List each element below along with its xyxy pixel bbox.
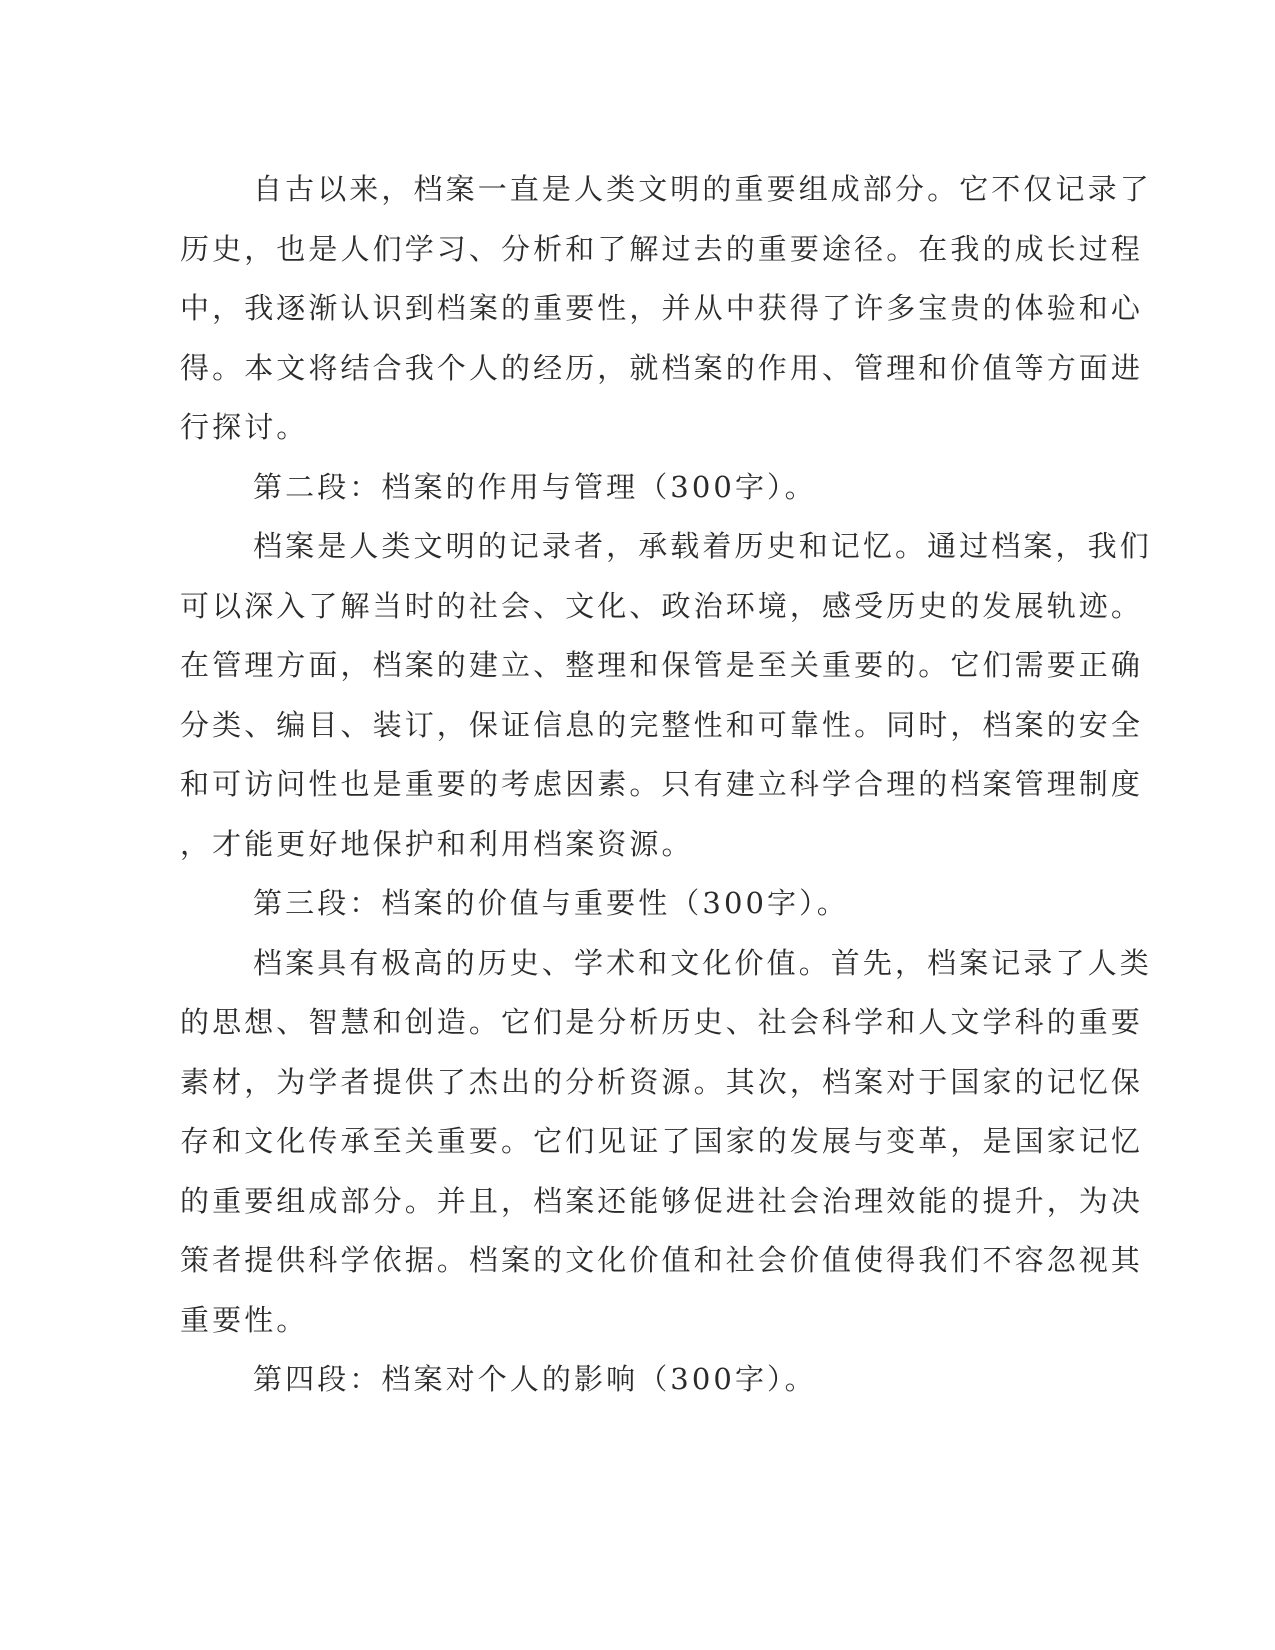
intro-paragraph — [180, 160, 1152, 458]
section-paragraph-2 — [180, 517, 1152, 874]
text-line: 第四段：档案对个人的影响（300字）。 — [253, 1362, 817, 1396]
text-line: ，才能更好地保护和利用档案资源。 — [180, 826, 694, 861]
text-line: 策者提供科学依据。档案的文化价值和社会价值使得我们不容忽视其 — [180, 1243, 1144, 1277]
text-line: 得。本文将结合我个人的经历，就档案的作用、管理和价值等方面进 — [180, 350, 1144, 385]
text-line: 历史，也是人们学习、分析和了解过去的重要途径。在我的成长过程 — [180, 231, 1144, 266]
text-line: 中，我逐渐认识到档案的重要性，并从中获得了许多宝贵的体验和心 — [180, 291, 1144, 325]
text-line: 重要性。 — [180, 1302, 309, 1337]
text-line: 的重要组成部分。并且，档案还能够促进社会治理效能的提升，为决 — [180, 1183, 1144, 1218]
text-line: 分类、编目、装订，保证信息的完整性和可靠性。同时，档案的安全 — [180, 707, 1144, 742]
text-line: 档案具有极高的历史、学术和文化价值。首先，档案记录了人类 — [253, 945, 1152, 980]
text-line: 素材，为学者提供了杰出的分析资源。其次，档案对于国家的记忆保 — [180, 1064, 1144, 1099]
text-line: 的思想、智慧和创造。它们是分析历史、社会科学和人文学科的重要 — [180, 1005, 1144, 1039]
section-heading-3 — [180, 874, 1030, 934]
text-line: 自古以来，档案一直是人类文明的重要组成部分。它不仅记录了 — [253, 172, 1152, 206]
document-body — [180, 160, 1152, 1410]
section-heading-2 — [180, 458, 1030, 518]
text-line: 在管理方面，档案的建立、整理和保管是至关重要的。它们需要正确 — [180, 648, 1144, 682]
section-paragraph-3 — [180, 934, 1152, 1351]
text-line: 档案是人类文明的记录者，承载着历史和记忆。通过档案，我们 — [253, 529, 1152, 563]
section-heading-4 — [180, 1350, 1030, 1410]
text-line: 和可访问性也是重要的考虑因素。只有建立科学合理的档案管理制度 — [180, 767, 1144, 801]
text-line: 行探讨。 — [180, 410, 309, 444]
text-line: 存和文化传承至关重要。它们见证了国家的发展与变革，是国家记忆 — [180, 1124, 1144, 1158]
text-line: 第二段：档案的作用与管理（300字）。 — [253, 469, 817, 504]
text-line: 可以深入了解当时的社会、文化、政治环境，感受历史的发展轨迹。 — [180, 588, 1144, 623]
text-line: 第三段：档案的价值与重要性（300字）。 — [253, 886, 849, 920]
